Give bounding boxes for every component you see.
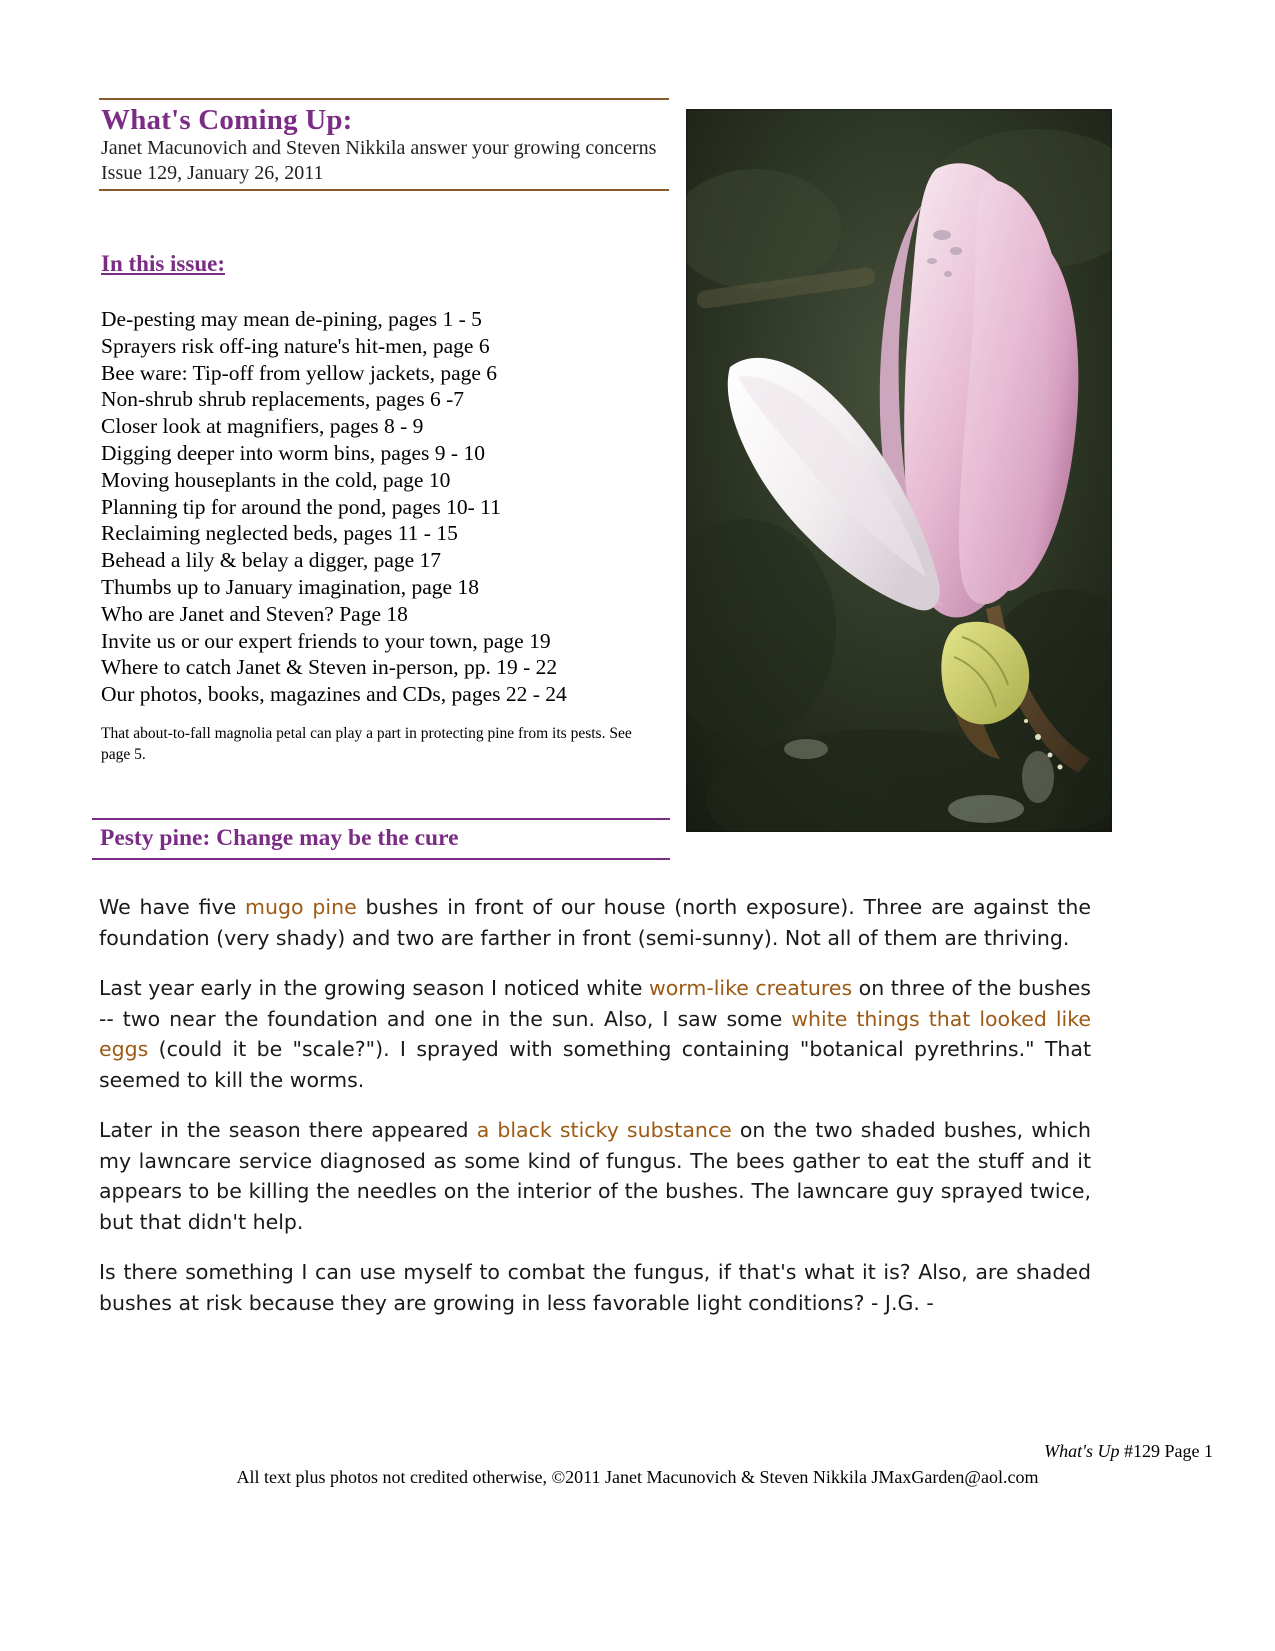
article-text: Later in the season there appeared [99, 1118, 477, 1142]
list-item: Non-shrub shrub replacements, pages 6 -7 [101, 387, 465, 412]
masthead-subtitle: Janet Macunovich and Steven Nikkila answer your growing concerns [101, 137, 657, 160]
photo-caption: That about-to-fall magnolia petal can play a part in protecting pine from its pests. See page 5. [101, 725, 632, 763]
footer-issue-page [0, 1438, 1275, 1464]
toc-list [101, 306, 681, 708]
highlighted-phrase: worm-like creatures [648, 976, 853, 1000]
list-item: Where to catch Janet & Steven in-person, pp. 19 - 22 [101, 655, 558, 680]
article-text: Last year early in the growing season I noticed white [99, 976, 649, 1000]
list-item: De-pesting may mean de-pining, pages 1 - 5 [101, 307, 482, 331]
section-heading-block [92, 818, 670, 860]
list-item: Digging deeper into worm bins, pages 9 - 10 [101, 440, 485, 465]
footer-publication-name: What's Up [1044, 1441, 1120, 1461]
highlighted-phrase: a black sticky substance [476, 1118, 732, 1142]
article-text: on the two shaded bushes, which my lawncare service diagnosed as some kind of fungus. The bees gather to eat the stuff and it appears to be killing the needles on the interior of the bushes. The lawncare guy sprayed twice, but that didn't help. [99, 1118, 1092, 1234]
article-text: (could it be "scale?"). I sprayed with something containing "botanical pyrethrins." That seemed to kill the worms. [99, 1037, 1091, 1092]
list-item: Sprayers risk off-ing nature's hit-men, page 6 [101, 333, 490, 358]
section-bottom-rule [92, 858, 670, 860]
list-item: Who are Janet and Steven? Page 18 [101, 601, 408, 626]
list-item: Behead a lily & belay a digger, page 17 [101, 548, 442, 573]
list-item: Closer look at magnifiers, pages 8 - 9 [101, 414, 424, 439]
page-footer [0, 1438, 1275, 1490]
article-text: on three of the bushes -- two near the foundation and one in the sun. Also, I saw some [99, 976, 1091, 1031]
article-text: We have five [99, 895, 246, 919]
magnolia-blossom-photo [686, 109, 1112, 832]
footer-copyright: All text plus photos not credited otherwise, ©2011 Janet Macunovich & Steven Nikkila JMaxGarden@aol.com [236, 1467, 1039, 1487]
list-item: Reclaiming neglected beds, pages 11 - 15 [101, 521, 458, 546]
highlighted-phrase: mugo pine [245, 895, 357, 919]
list-item: Planning tip for around the pond, pages 10- 11 [101, 494, 501, 519]
list-item: Invite us or our expert friends to your town, page 19 [101, 628, 551, 653]
masthead-top-rule [99, 98, 669, 100]
article-paragraph [99, 1257, 1091, 1318]
list-item: Our photos, books, magazines and CDs, pages 22 - 24 [101, 682, 567, 707]
masthead [99, 98, 669, 191]
article-paragraph [99, 973, 1091, 1095]
article-body [99, 892, 1091, 1338]
highlighted-phrase: white things that looked like eggs [99, 1006, 1091, 1061]
footer-page-number: #129 Page 1 [1119, 1441, 1213, 1461]
list-item: Bee ware: Tip-off from yellow jackets, page 6 [101, 360, 498, 385]
article-paragraph [99, 1115, 1091, 1237]
list-item: Moving houseplants in the cold, page 10 [101, 467, 451, 492]
article-paragraph [99, 892, 1091, 953]
section-title: Pesty pine: Change may be the cure [100, 825, 459, 851]
list-item: Thumbs up to January imagination, page 18 [101, 574, 479, 599]
masthead-bottom-rule [99, 189, 669, 191]
article-text: bushes in front of our house (north exposure). Three are against the foundation (very shady) and two are farther in front (semi-sunny). Not all of them are thriving. [99, 895, 1092, 950]
page-title: What's Coming Up: [101, 104, 353, 136]
masthead-issue-line: Issue 129, January 26, 2011 [101, 162, 324, 185]
article-text: Is there something I can use myself to combat the fungus, if that's what it is? Also, are shaded bushes at risk because they are growing in less favorable light conditions? - J.G. - [99, 1260, 1091, 1315]
toc-heading: In this issue: [101, 251, 225, 276]
